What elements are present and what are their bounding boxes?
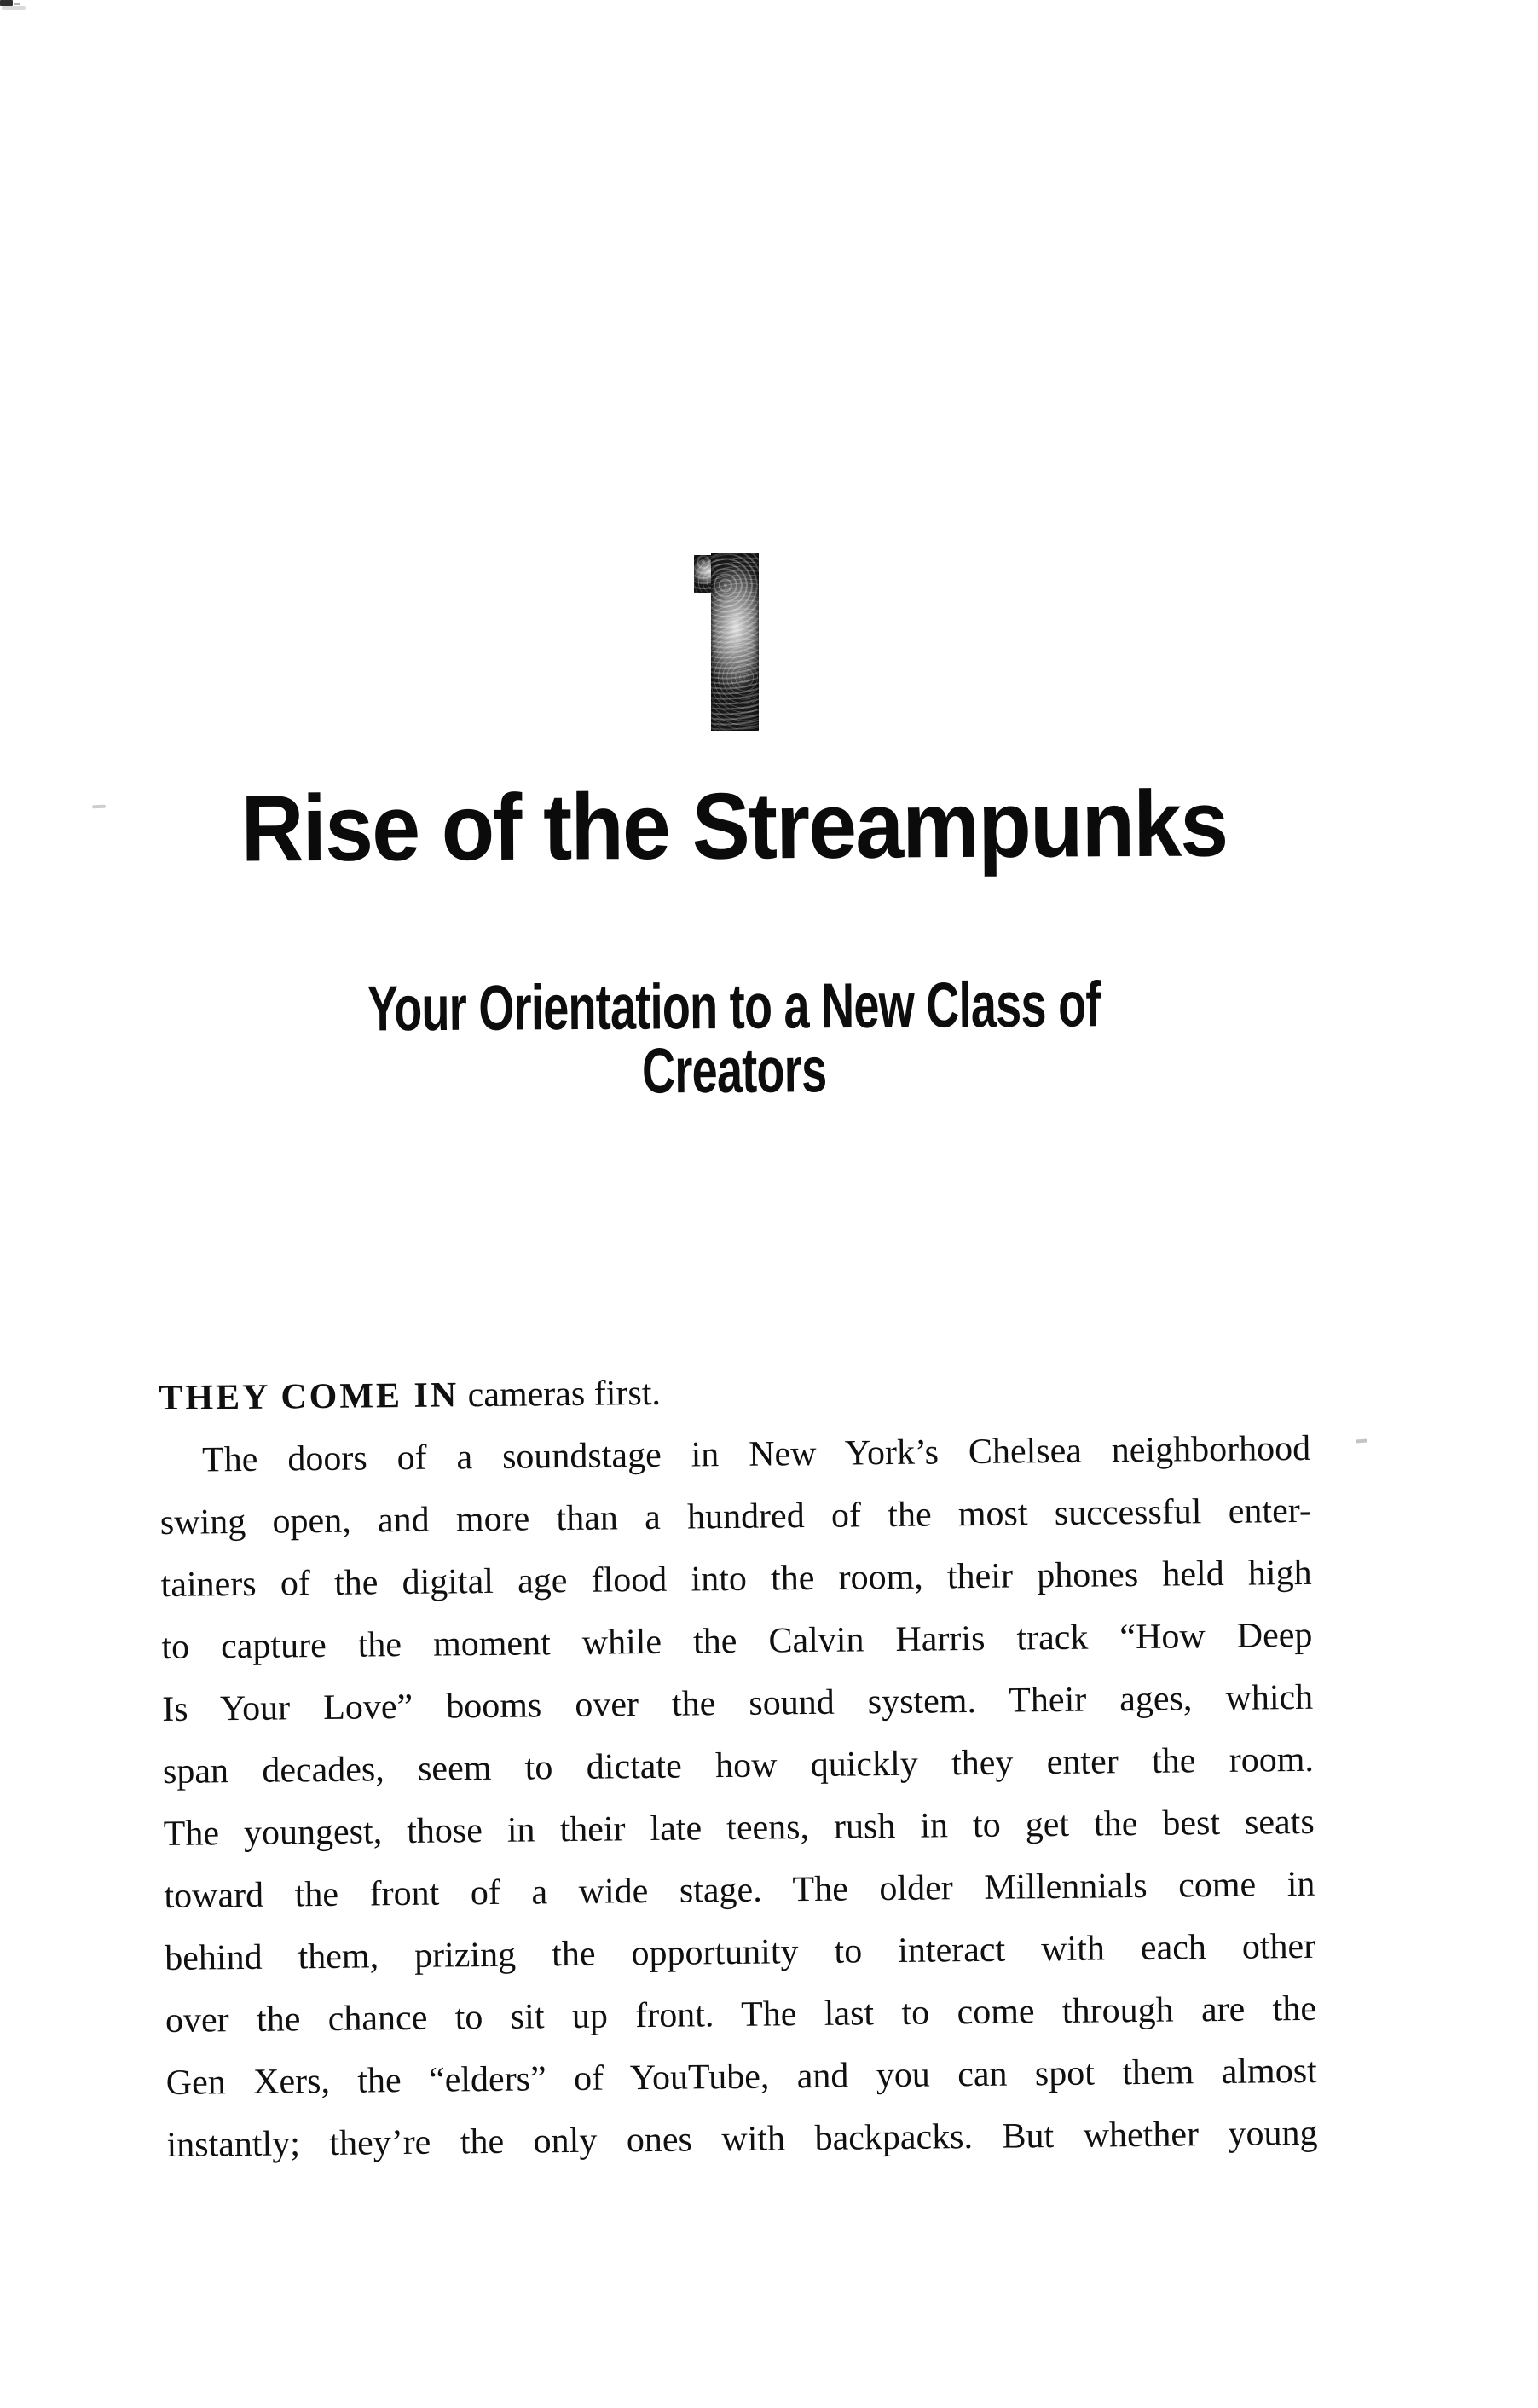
body-text xyxy=(159,1356,1318,2177)
body-line: The doors of a soundstage in New York’s Chelsea neighborhood xyxy=(201,1428,1311,1480)
body-line: span decades, seem to dictate how quickly they enter the room. xyxy=(162,1739,1315,1792)
lead-in-caps: THEY COME IN xyxy=(159,1375,460,1418)
body-line: The youngest, those in their late teens, rush in to get the best seats xyxy=(163,1802,1315,1854)
chapter-title xyxy=(159,771,1310,882)
body-line: behind them, prizing the opportunity to interact with each other xyxy=(165,1926,1316,1978)
body-line: toward the front of a wide stage. The older Millennials come in xyxy=(164,1864,1315,1916)
lead-rest: cameras first. xyxy=(458,1373,662,1415)
chapter-subtitle-text: Your Orientation to a New Class of Creators xyxy=(367,968,1101,1107)
scan-artifact-smudge xyxy=(0,0,13,6)
chapter-title-text: Rise of the Streampunks xyxy=(240,771,1228,882)
body-line: tainers of the digital age flood into the room, their phones held high xyxy=(160,1553,1312,1605)
scan-artifact-smudge xyxy=(2,6,26,10)
body-line: Is Your Love” booms over the sound system. Their ages, which xyxy=(161,1677,1314,1729)
body-line: instantly; they’re the only ones with backpacks. But whether young xyxy=(166,2113,1318,2165)
body-line: to capture the moment while the Calvin Harris track “How Deep xyxy=(161,1615,1313,1667)
scan-artifact-smudge xyxy=(14,3,20,5)
chapter-number-text xyxy=(694,553,695,554)
body-line: swing open, and more than a hundred of the most successful enter- xyxy=(159,1491,1312,1543)
body-line: Gen Xers, the “elders” of YouTube, and you can spot them almost xyxy=(165,2051,1317,2103)
paragraph-lead-line xyxy=(159,1356,1310,1430)
chapter-subtitle xyxy=(159,968,1310,1107)
numeral-stem xyxy=(711,553,759,731)
chapter-number-glyph xyxy=(694,553,759,731)
scan-artifact-speck xyxy=(92,805,106,809)
body-line: over the chance to sit up front. The last to come through are the xyxy=(165,1988,1317,2040)
scan-artifact-speck xyxy=(1356,1439,1367,1444)
